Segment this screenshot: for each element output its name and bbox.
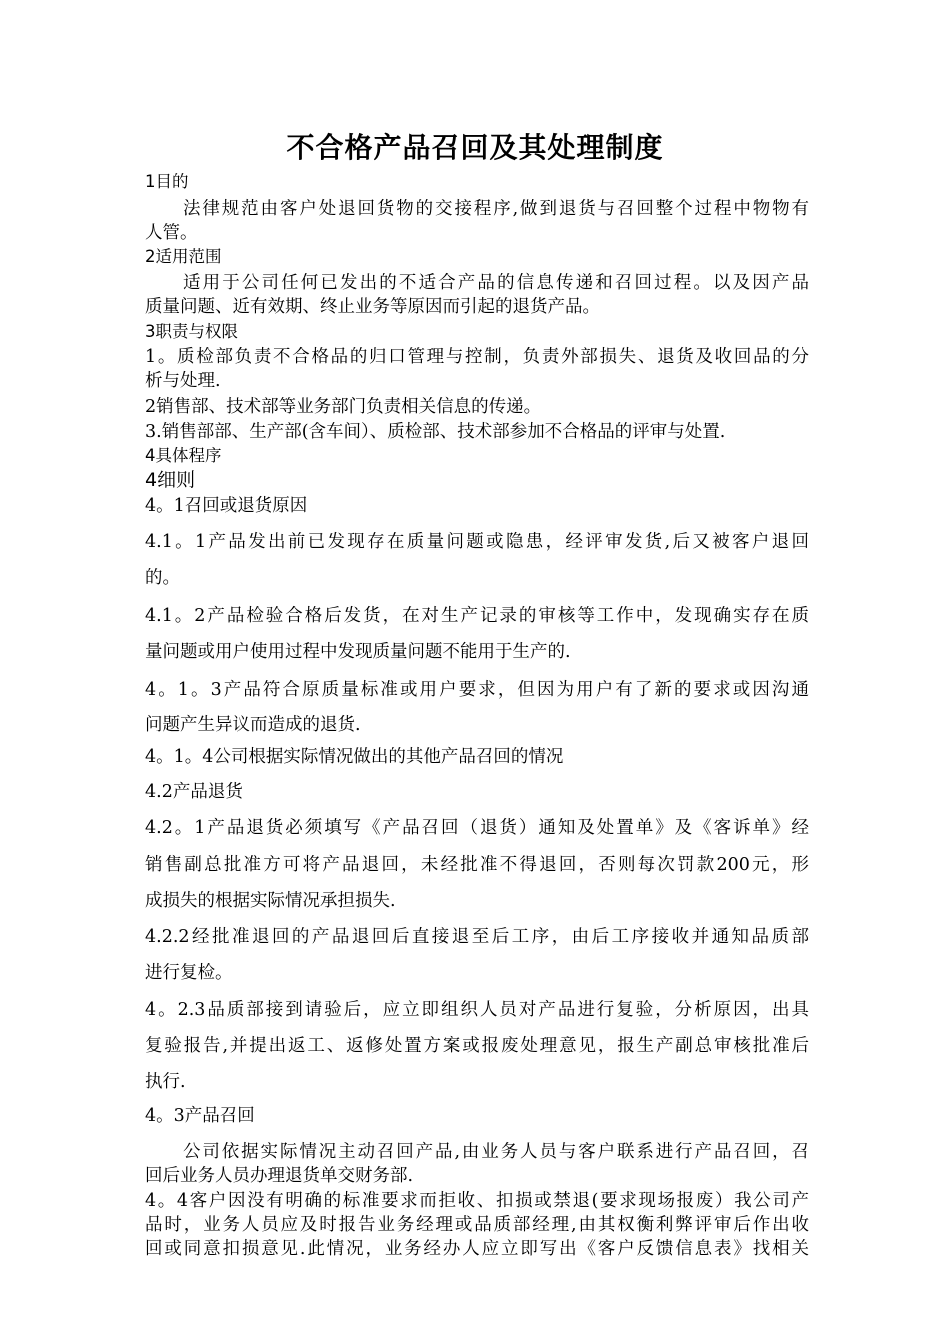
section-heading: 4细则 bbox=[145, 469, 196, 491]
paragraph-line: 回或同意扣损意见.此情况，业务经办人应立即写出《客户反馈信息表》找相关 bbox=[145, 1239, 809, 1259]
paragraph-line: 复验报告,并提出返工、返修处置方案或报废处理意见，报生产副总审核批准后 bbox=[145, 1036, 809, 1056]
paragraph-line: 4。3产品召回 bbox=[145, 1106, 255, 1126]
paragraph-line: 销售副总批准方可将产品退回，未经批准不得退回，否则每次罚款200元，形 bbox=[145, 855, 809, 875]
section-heading: 3职责与权限 bbox=[145, 322, 238, 341]
paragraph-line: 4。4客户因没有明确的标准要求而拒收、扣损或禁退(要求现场报废）我公司产 bbox=[145, 1191, 809, 1211]
paragraph-line: 4.1。2产品检验合格后发货，在对生产记录的审核等工作中，发现确实存在质 bbox=[145, 606, 809, 626]
paragraph-line: 进行复检。 bbox=[145, 963, 233, 983]
paragraph-line: 4。1。4公司根据实际情况做出的其他产品召回的情况 bbox=[145, 747, 564, 767]
paragraph-line: 的。 bbox=[145, 568, 180, 588]
paragraph-line: 品时，业务人员应及时报告业务经理或品质部经理,由其权衡利弊评审后作出收 bbox=[145, 1215, 809, 1235]
paragraph-line: 4。2.3品质部接到请验后，应立即组织人员对产品进行复验，分析原因，出具 bbox=[145, 1000, 809, 1020]
paragraph-line: 4.1。1产品发出前已发现存在质量问题或隐患，经评审发货,后又被客户退回 bbox=[145, 532, 809, 552]
paragraph-line: 量问题或用户使用过程中发现质量问题不能用于生产的. bbox=[145, 642, 571, 662]
paragraph-line: 执行. bbox=[145, 1072, 186, 1092]
section-heading: 1目的 bbox=[145, 172, 189, 191]
paragraph-line: 公司依据实际情况主动召回产品,由业务人员与客户联系进行产品召回，召 bbox=[183, 1142, 809, 1162]
paragraph-line: 4.2产品退货 bbox=[145, 782, 243, 802]
paragraph-line: 4。1。3产品符合原质量标准或用户要求，但因为用户有了新的要求或因沟通 bbox=[145, 680, 809, 700]
paragraph-line: 1。质检部负责不合格品的归口管理与控制，负责外部损失、退货及收回品的分 bbox=[145, 347, 809, 367]
paragraph-line: 成损失的根据实际情况承担损失. bbox=[145, 891, 396, 911]
page-title: 不合格产品召回及其处理制度 bbox=[286, 131, 664, 164]
paragraph-line: 问题产生异议而造成的退货. bbox=[145, 715, 361, 735]
paragraph-line: 3.销售部部、生产部(含车间）、质检部、技术部参加不合格品的评审与处置. bbox=[145, 422, 726, 442]
paragraph-line: 适用于公司任何已发出的不适合产品的信息传递和召回过程。以及因产品 bbox=[183, 273, 809, 293]
section-heading: 2适用范围 bbox=[145, 247, 222, 266]
paragraph-line: 4。1召回或退货原因 bbox=[145, 496, 308, 516]
paragraph-line: 4.2.2经批准退回的产品退回后直接退至后工序，由后工序接收并通知品质部 bbox=[145, 927, 809, 947]
paragraph-line: 质量问题、近有效期、终止业务等原因而引起的退货产品。 bbox=[145, 297, 600, 317]
paragraph-line: 人管。 bbox=[145, 223, 198, 243]
section-heading: 4具体程序 bbox=[145, 446, 222, 465]
paragraph-line: 回后业务人员办理退货单交财务部. bbox=[145, 1166, 414, 1186]
paragraph-line: 2销售部、技术部等业务部门负责相关信息的传递。 bbox=[145, 397, 542, 417]
paragraph-line: 法律规范由客户处退回货物的交接程序,做到退货与召回整个过程中物物有 bbox=[183, 199, 809, 219]
paragraph-line: 析与处理. bbox=[145, 371, 221, 391]
paragraph-line: 4.2。1产品退货必须填写《产品召回（退货）通知及处置单》及《客诉单》经 bbox=[145, 818, 809, 838]
